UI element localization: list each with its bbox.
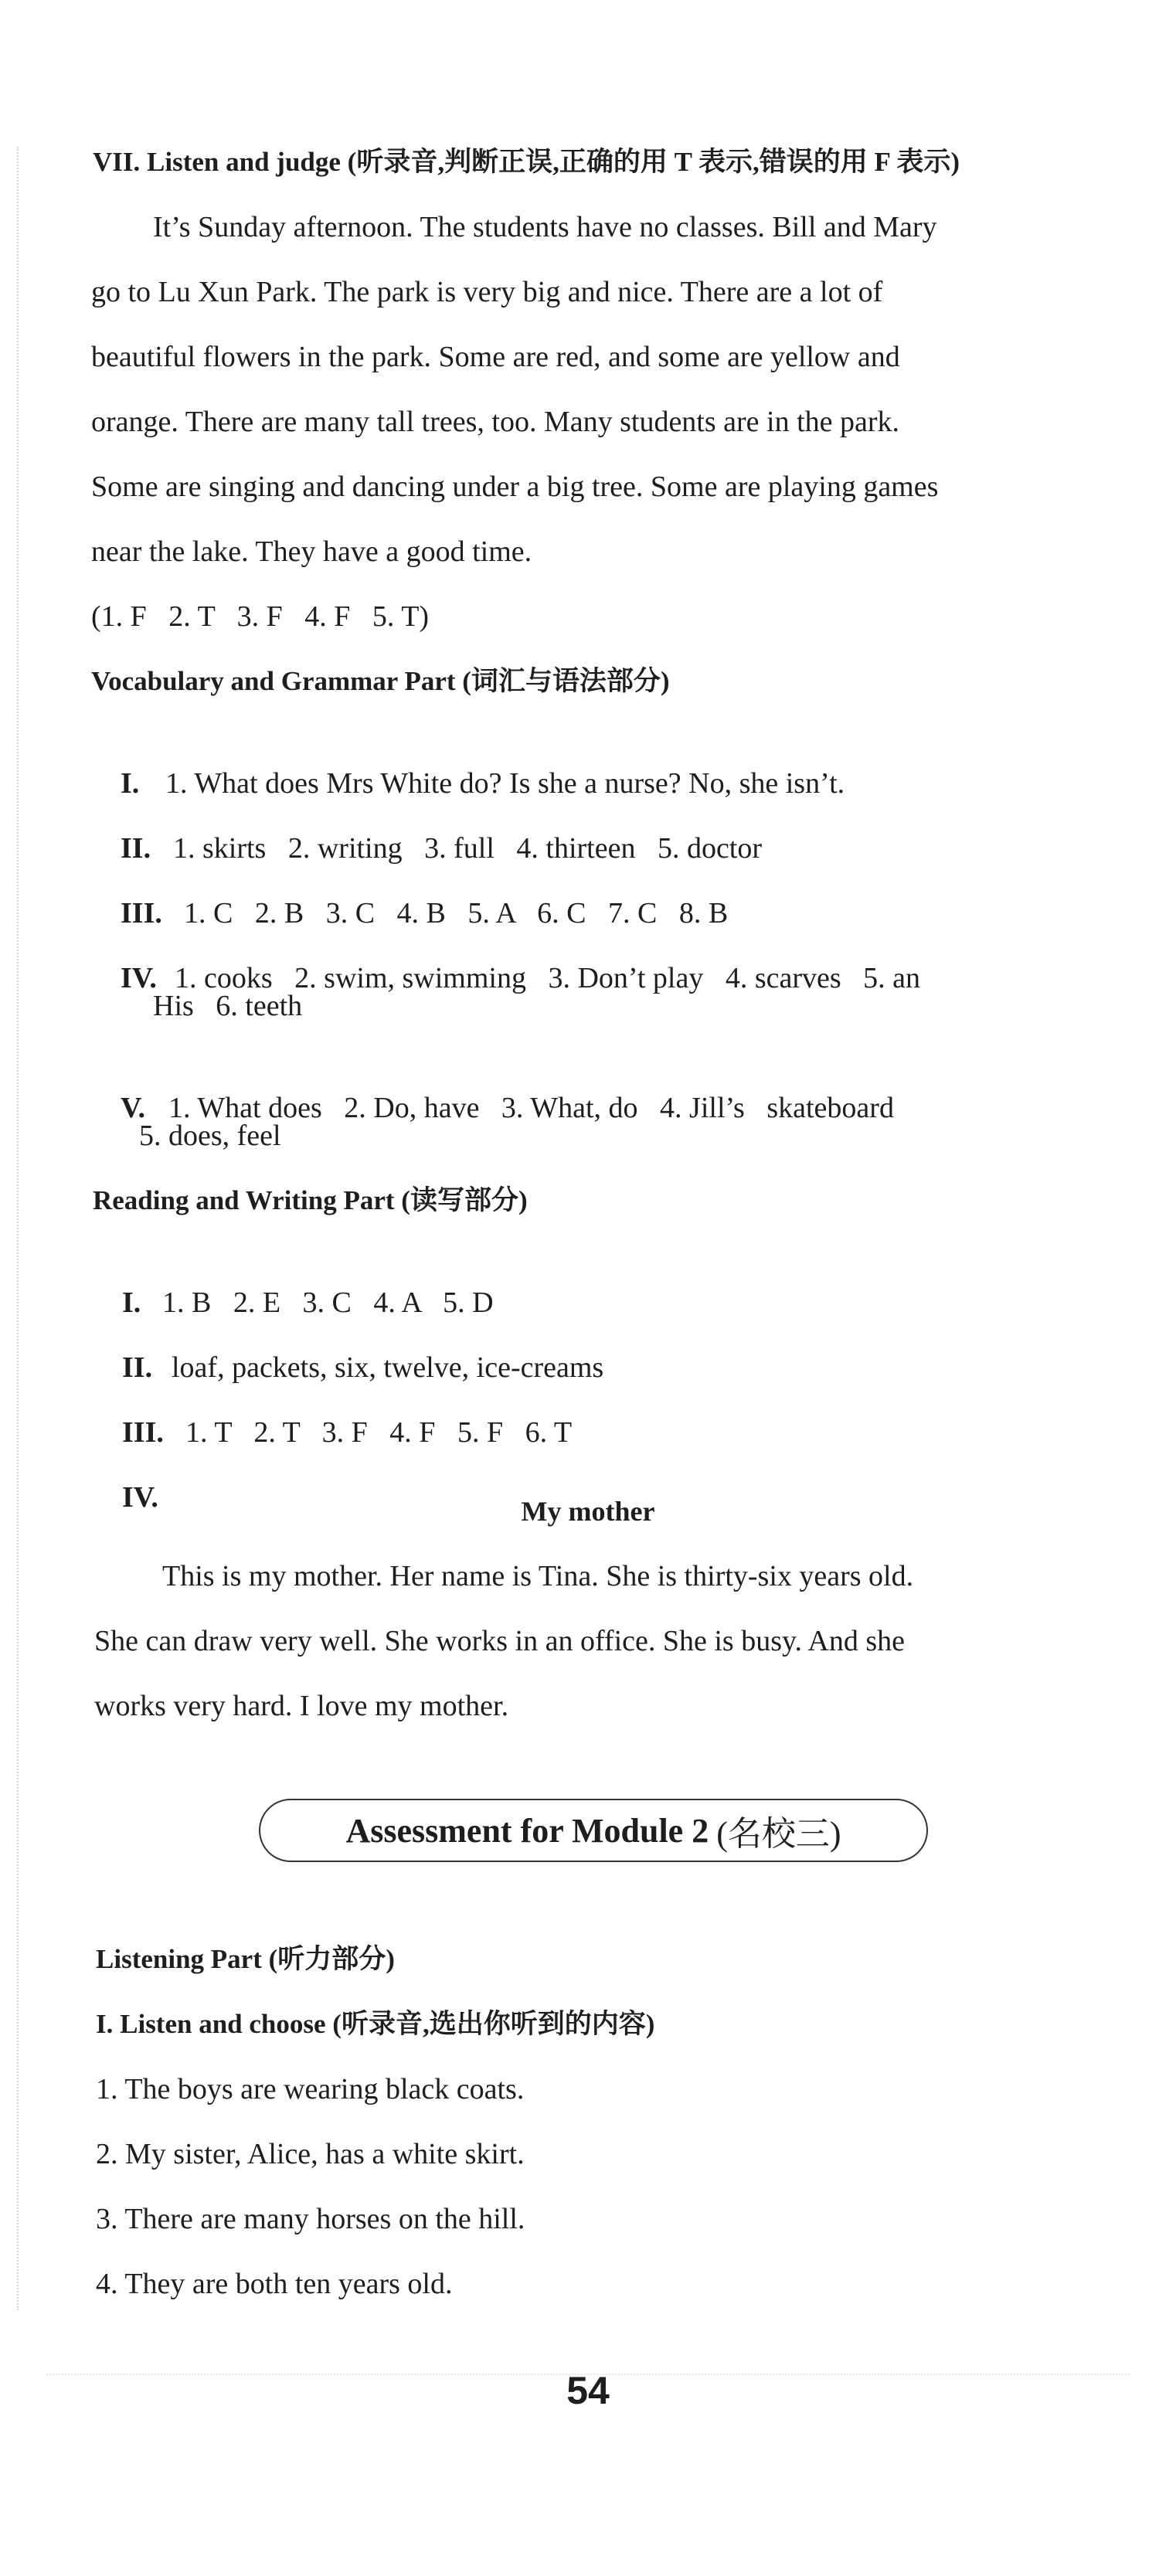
sub-heading-listen-choose: I. Listen and choose (听录音,选出你听到的内容): [96, 2009, 655, 2039]
section-heading-listen-judge: VII. Listen and judge (听录音,判断正误,正确的用 T 表示,错误的用 F 表示): [93, 147, 960, 177]
item-label: I.: [121, 767, 140, 800]
item-label: I.: [122, 1286, 141, 1319]
item-answer: 1. cooks 2. swim, swimming 3. Don’t play 4. scarves 5. an: [175, 962, 921, 994]
section-heading-vocabulary: Vocabulary and Grammar Part (词汇与语法部分): [91, 666, 670, 696]
item-label: III.: [121, 897, 162, 929]
essay-title: My mother: [521, 1496, 655, 1527]
passage-line: beautiful flowers in the park. Some are red, and some are yellow and: [91, 341, 900, 373]
answer-row: [93, 1377, 572, 1488]
item-label: II.: [122, 1351, 153, 1384]
essay-line: She can draw very well. She works in an office. She is busy. And she: [94, 1625, 906, 1657]
item-answer: 1. C 2. B 3. C 4. B 5. A 6. C 7. C 8. B: [184, 897, 729, 929]
banner-title: Assessment for Module 2: [345, 1811, 709, 1850]
module-assessment-banner: [259, 1799, 928, 1862]
banner-note: (名校三): [716, 1815, 841, 1853]
essay-line: works very hard. I love my mother.: [94, 1690, 509, 1722]
item-answer: 1. T 2. T 3. F 4. F 5. F 6. T: [185, 1416, 573, 1449]
answer-key-judge: (1. F 2. T 3. F 4. F 5. T): [91, 600, 430, 633]
passage-line: It’s Sunday afternoon. The students have no classes. Bill and Mary: [153, 211, 937, 243]
item-label: IV.: [122, 1481, 158, 1514]
listening-item: 2. My sister, Alice, has a white skirt.: [96, 2138, 525, 2170]
passage-line: Some are singing and dancing under a big tree. Some are playing games: [91, 471, 939, 503]
item-answer: 1. What does Mrs White do? Is she a nurse? No, she isn’t.: [165, 767, 845, 800]
section-heading-listening: Listening Part (听力部分): [96, 1944, 395, 1974]
section-heading-reading: Reading and Writing Part (读写部分): [93, 1185, 528, 1215]
passage-line: orange. There are many tall trees, too. Many students are in the park.: [91, 406, 900, 438]
listening-item: 1. The boys are wearing black coats.: [96, 2073, 525, 2105]
item-label: II.: [121, 832, 151, 865]
item-label: III.: [122, 1416, 164, 1449]
listening-item: 3. There are many horses on the hill.: [96, 2203, 525, 2235]
essay-line: This is my mother. Her name is Tina. She is thirty-six years old.: [162, 1560, 914, 1592]
answer-row-continued: 5. does, feel: [139, 1120, 281, 1152]
item-answer: 1. What does 2. Do, have 3. What, do 4. Jill’s skateboard: [168, 1092, 894, 1124]
passage-line: near the lake. They have a good time.: [91, 535, 532, 568]
listening-item: 4. They are both ten years old.: [96, 2268, 453, 2300]
passage-line: go to Lu Xun Park. The park is very big and nice. There are a lot of: [91, 276, 883, 308]
item-answer: 1. skirts 2. writing 3. full 4. thirteen 5. doctor: [173, 832, 763, 865]
item-answer: 1. B 2. E 3. C 4. A 5. D: [162, 1286, 494, 1319]
page-number: 54: [566, 2369, 610, 2412]
item-answer: loaf, packets, six, twelve, ice-creams: [172, 1351, 604, 1384]
item-label: V.: [121, 1092, 146, 1124]
answer-row-continued: His 6. teeth: [153, 990, 303, 1022]
binding-margin-line: [17, 147, 19, 2310]
item-label: IV.: [121, 962, 157, 994]
